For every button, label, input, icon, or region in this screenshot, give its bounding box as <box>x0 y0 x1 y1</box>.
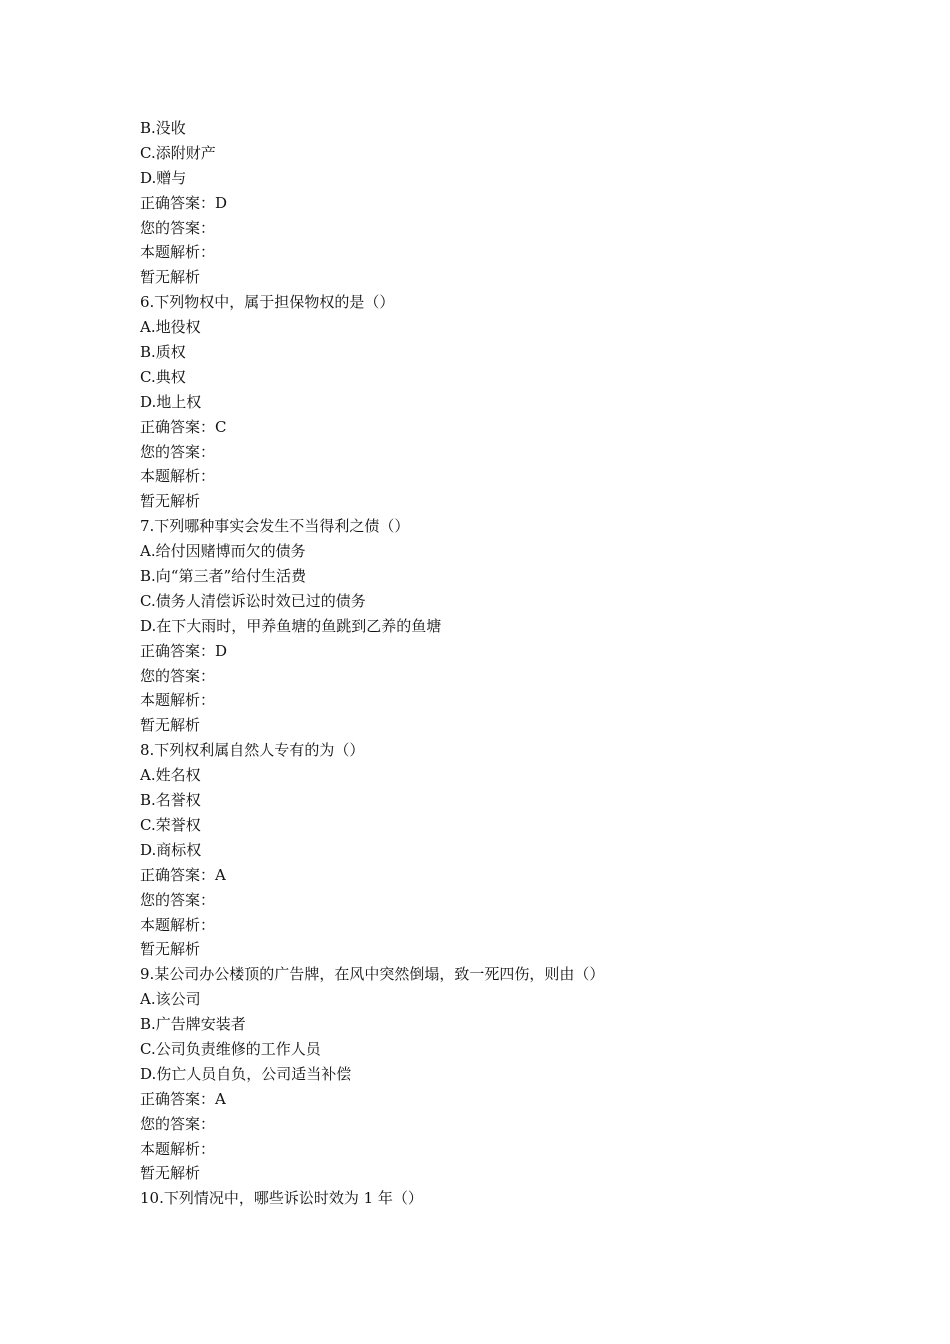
question-title: 10.下列情况中，哪些诉讼时效为 1 年（） <box>140 1189 423 1208</box>
analysis-text: 暂无解析 <box>140 940 201 959</box>
correct-answer: 正确答案：D <box>140 193 228 212</box>
option-line: A.地役权 <box>140 318 201 337</box>
analysis-text: 暂无解析 <box>140 1164 201 1183</box>
your-answer: 您的答案： <box>140 890 216 909</box>
analysis-label: 本题解析： <box>140 915 216 934</box>
option-line: B.向“第三者”给付生活费 <box>140 567 307 586</box>
your-answer: 您的答案： <box>140 218 216 237</box>
option-line: C.债务人清偿诉讼时效已过的债务 <box>140 591 366 610</box>
option-line: C.荣誉权 <box>140 815 201 834</box>
option-line: D.伤亡人员自负，公司适当补偿 <box>140 1064 352 1083</box>
option-line: C.公司负责维修的工作人员 <box>140 1039 321 1058</box>
correct-answer: 正确答案：A <box>140 865 226 884</box>
option-line: D.商标权 <box>140 840 202 859</box>
option-line: B.广告牌安装者 <box>140 1015 246 1034</box>
analysis-label: 本题解析： <box>140 691 216 710</box>
analysis-text: 暂无解析 <box>140 268 201 287</box>
question-title: 6.下列物权中，属于担保物权的是（） <box>140 293 395 312</box>
question-title: 8.下列权利属自然人专有的为（） <box>140 741 365 760</box>
analysis-text: 暂无解析 <box>140 492 201 511</box>
option-line: D.赠与 <box>140 168 187 187</box>
option-line: B.名誉权 <box>140 791 201 810</box>
question-title: 7.下列哪种事实会发生不当得利之债（） <box>140 517 410 536</box>
analysis-label: 本题解析： <box>140 1139 216 1158</box>
question-title: 9.某公司办公楼顶的广告牌，在风中突然倒塌，致一死四伤，则由（） <box>140 965 605 984</box>
your-answer: 您的答案： <box>140 666 216 685</box>
option-line: A.给付因赌博而欠的债务 <box>140 542 306 561</box>
your-answer: 您的答案： <box>140 442 216 461</box>
analysis-text: 暂无解析 <box>140 716 201 735</box>
option-line: B.没收 <box>140 119 186 137</box>
your-answer: 您的答案： <box>140 1114 216 1133</box>
option-line: C.添附财产 <box>140 143 216 162</box>
option-line: A.该公司 <box>140 990 201 1009</box>
option-line: A.姓名权 <box>140 766 201 785</box>
option-line: D.在下大雨时，甲养鱼塘的鱼跳到乙养的鱼塘 <box>140 616 442 635</box>
correct-answer: 正确答案：C <box>140 417 227 436</box>
option-line: C.典权 <box>140 367 186 386</box>
correct-answer: 正确答案：D <box>140 641 228 660</box>
option-line: B.质权 <box>140 343 186 362</box>
question-list <box>140 116 840 1211</box>
correct-answer: 正确答案：A <box>140 1089 226 1108</box>
analysis-label: 本题解析： <box>140 467 216 486</box>
option-line: D.地上权 <box>140 392 202 411</box>
analysis-label: 本题解析： <box>140 243 216 262</box>
